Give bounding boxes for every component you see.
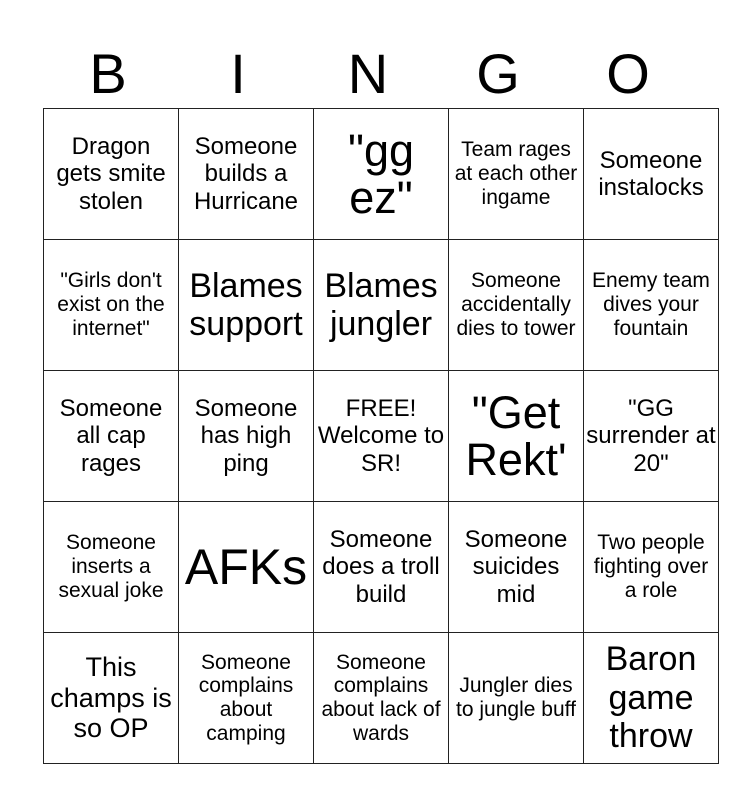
bingo-cell[interactable]: Someone has high ping (179, 371, 314, 502)
bingo-cell[interactable]: Someone builds a Hurricane (179, 109, 314, 240)
bingo-cell[interactable]: Blames jungler (314, 240, 449, 371)
board-row (44, 109, 719, 240)
header-letter-o: O (606, 42, 650, 105)
bingo-cell[interactable]: Someone all cap rages (44, 371, 179, 502)
bingo-cell[interactable]: Someone accidentally dies to tower (449, 240, 584, 371)
bingo-cell[interactable]: AFKs (179, 502, 314, 633)
bingo-cell[interactable]: Someone complains about camping (179, 633, 314, 764)
bingo-cell[interactable]: Someone suicides mid (449, 502, 584, 633)
bingo-cell[interactable]: Dragon gets smite stolen (44, 109, 179, 240)
header-letter-g: G (476, 42, 520, 105)
board-row (44, 502, 719, 633)
bingo-board (43, 108, 719, 764)
bingo-cell[interactable]: Two people fighting over a role (584, 502, 719, 633)
header-letter-n: N (347, 42, 389, 105)
bingo-cell[interactable]: "Girls don't exist on the internet" (44, 240, 179, 371)
bingo-cell[interactable]: Enemy team dives your fountain (584, 240, 719, 371)
board-row (44, 633, 719, 764)
board-row (44, 240, 719, 371)
bingo-cell[interactable]: Team rages at each other ingame (449, 109, 584, 240)
bingo-cell[interactable]: Someone inserts a sexual joke (44, 502, 179, 633)
bingo-cell[interactable]: Someone does a troll build (314, 502, 449, 633)
bingo-cell[interactable]: Jungler dies to jungle buff (449, 633, 584, 764)
bingo-cell[interactable]: "gg ez" (314, 109, 449, 240)
header-letter-b: B (89, 42, 127, 105)
bingo-cell-free[interactable]: FREE! Welcome to SR! (314, 371, 449, 502)
bingo-cell[interactable]: This champs is so OP (44, 633, 179, 764)
bingo-cell[interactable]: Baron game throw (584, 633, 719, 764)
bingo-cell[interactable]: Someone instalocks (584, 109, 719, 240)
bingo-cell[interactable]: Blames support (179, 240, 314, 371)
bingo-cell[interactable]: Someone complains about lack of wards (314, 633, 449, 764)
header-letter-i: I (230, 42, 246, 105)
bingo-header (43, 40, 693, 108)
bingo-cell[interactable]: "Get Rekt' (449, 371, 584, 502)
board-row (44, 371, 719, 502)
bingo-cell[interactable]: "GG surrender at 20" (584, 371, 719, 502)
